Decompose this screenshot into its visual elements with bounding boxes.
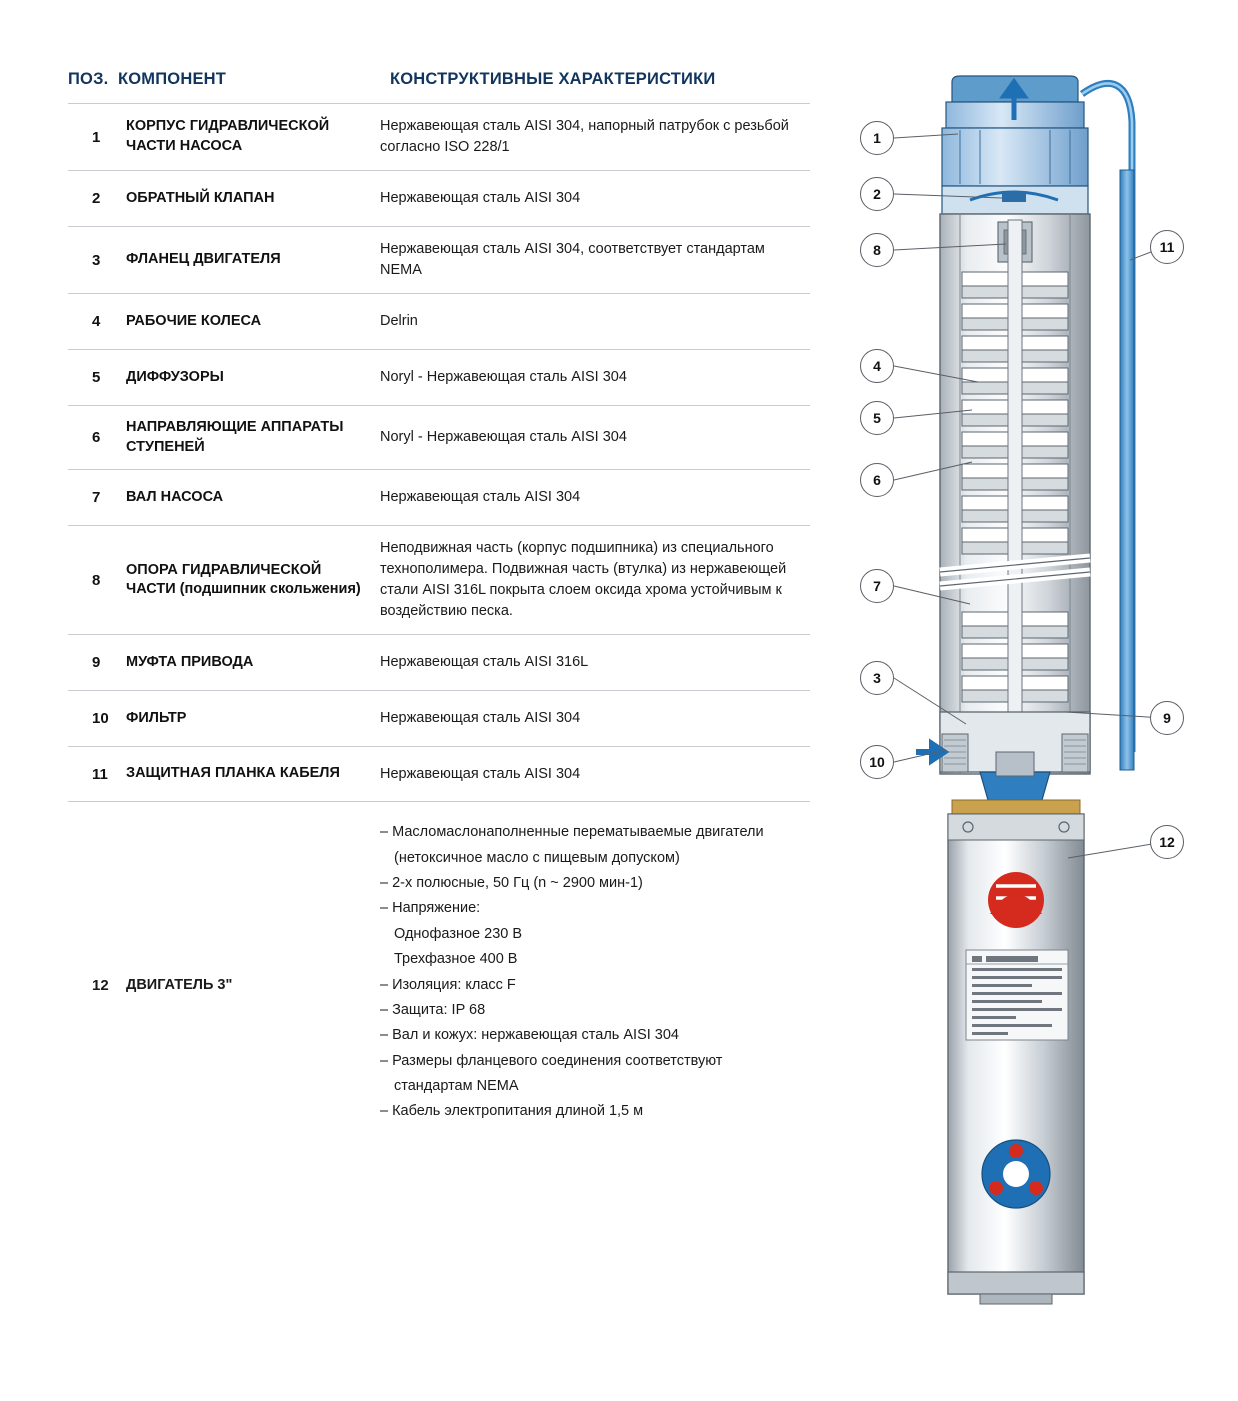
- callout-2[interactable]: 2: [860, 177, 894, 211]
- row-pos: 9: [92, 654, 101, 672]
- callout-5[interactable]: 5: [860, 401, 894, 435]
- table-row: [68, 170, 810, 226]
- row-characteristics: Нержавеющая сталь AISI 304: [380, 489, 581, 506]
- spec-line: Однофазное 230 В: [394, 925, 523, 942]
- row-component: ФЛАНЕЦ ДВИГАТЕЛЯ: [126, 251, 281, 268]
- table-header: [68, 70, 810, 103]
- row-pos: 1: [92, 128, 101, 146]
- spec-line: – Изоляция: класс F: [380, 976, 516, 993]
- table-row: [68, 634, 810, 690]
- spec-line: (нетоксичное масло с пищевым допуском): [394, 849, 680, 866]
- callout-11[interactable]: 11: [1150, 230, 1184, 264]
- spec-line: – Вал и кожух: нержавеющая сталь AISI 304: [380, 1027, 679, 1044]
- callout-1[interactable]: 1: [860, 121, 894, 155]
- callout-9[interactable]: 9: [1150, 701, 1184, 735]
- row-component: ФИЛЬТР: [126, 709, 187, 726]
- row-pos: 3: [92, 251, 101, 269]
- callout-4[interactable]: 4: [860, 349, 894, 383]
- callout-3[interactable]: 3: [860, 661, 894, 695]
- row-component: НАПРАВЛЯЮЩИЕ АППАРАТЫ СТУПЕНЕЙ: [126, 419, 344, 455]
- row-component: ОБРАТНЫЙ КЛАПАН: [126, 189, 275, 206]
- row-component: ДИФФУЗОРЫ: [126, 368, 224, 385]
- pump-cutaway-illustration: [820, 52, 1220, 1342]
- spec-line: – 2-х полюсные, 50 Гц (n ~ 2900 мин-1): [380, 875, 643, 891]
- row-component: МУФТА ПРИВОДА: [126, 653, 254, 670]
- row-component: ЗАЩИТНАЯ ПЛАНКА КАБЕЛЯ: [126, 765, 340, 782]
- spec-line: – Напряжение:: [380, 900, 481, 917]
- row-pos: 4: [92, 313, 101, 331]
- row-characteristics: Нержавеющая сталь AISI 304, напорный патрубок с резьбой согласно ISO 228/1: [380, 118, 789, 156]
- spec-line: – Масломаслонаполненные перематываемые двигатели: [380, 824, 764, 841]
- header-component: КОМПОНЕНТ: [118, 70, 227, 88]
- row-characteristics: Delrin: [380, 313, 418, 330]
- table-row-motor: [68, 802, 810, 1164]
- header-characteristics: КОНСТРУКТИВНЫЕ ХАРАКТЕРИСТИКИ: [390, 70, 716, 88]
- row-characteristics: Нержавеющая сталь AISI 304: [380, 190, 581, 207]
- row-component: КОРПУС ГИДРАВЛИЧЕСКОЙ ЧАСТИ НАСОСА: [126, 118, 330, 155]
- table-row: [68, 349, 810, 405]
- row-pos: 12: [92, 976, 109, 994]
- table-row: [68, 293, 810, 349]
- table-row: [68, 690, 810, 746]
- header-pos: ПОЗ.: [68, 70, 109, 88]
- table-row: [68, 405, 810, 469]
- row-pos: 5: [92, 369, 101, 387]
- callout-10[interactable]: 10: [860, 745, 894, 779]
- row-component: ДВИГАТЕЛЬ 3": [126, 977, 233, 994]
- row-pos: 10: [92, 710, 109, 728]
- callout-6[interactable]: 6: [860, 463, 894, 497]
- spec-line: стандартам NEMA: [394, 1078, 519, 1094]
- table-row: [68, 226, 810, 293]
- row-component: РАБОЧИЕ КОЛЕСА: [126, 312, 262, 329]
- callout-12[interactable]: 12: [1150, 825, 1184, 859]
- row-pos: 11: [92, 765, 108, 783]
- spec-line: – Размеры фланцевого соединения соответствуют: [380, 1052, 723, 1069]
- table-row: [68, 746, 810, 802]
- motor-spec-list: [380, 820, 810, 1150]
- row-pos: 8: [92, 571, 101, 589]
- row-characteristics: Noryl - Нержавеющая сталь AISI 304: [380, 369, 627, 386]
- spec-line: – Кабель электропитания длиной 1,5 м: [380, 1103, 644, 1120]
- table-row: [68, 469, 810, 525]
- callout-8[interactable]: 8: [860, 233, 894, 267]
- row-characteristics: Неподвижная часть (корпус подшипника) из специального технополимера. Подвижная часть (втулка) из нержавеющей стали AISI 316L покрыта слоем оксида хрома устойчивым к воздействию песка.: [380, 540, 787, 620]
- row-component: ВАЛ НАСОСА: [126, 488, 224, 505]
- row-characteristics: Нержавеющая сталь AISI 304: [380, 710, 581, 727]
- table-row: [68, 103, 810, 170]
- spec-line: Трехфазное 400 В: [394, 951, 518, 968]
- row-characteristics: Нержавеющая сталь AISI 304, соответствует стандартам NEMA: [380, 241, 765, 279]
- callout-7[interactable]: 7: [860, 569, 894, 603]
- row-characteristics: Нержавеющая сталь AISI 304: [380, 765, 581, 782]
- components-table: [68, 70, 810, 1164]
- table-row: [68, 525, 810, 634]
- row-characteristics: Noryl - Нержавеющая сталь AISI 304: [380, 429, 627, 446]
- row-pos: 6: [92, 429, 101, 447]
- row-characteristics: Нержавеющая сталь AISI 316L: [380, 654, 589, 671]
- row-pos: 2: [92, 190, 101, 208]
- row-pos: 7: [92, 489, 101, 507]
- row-component: ОПОРА ГИДРАВЛИЧЕСКОЙ ЧАСТИ (подшипник скольжения): [126, 561, 361, 598]
- spec-line: – Защита: IP 68: [380, 1001, 486, 1018]
